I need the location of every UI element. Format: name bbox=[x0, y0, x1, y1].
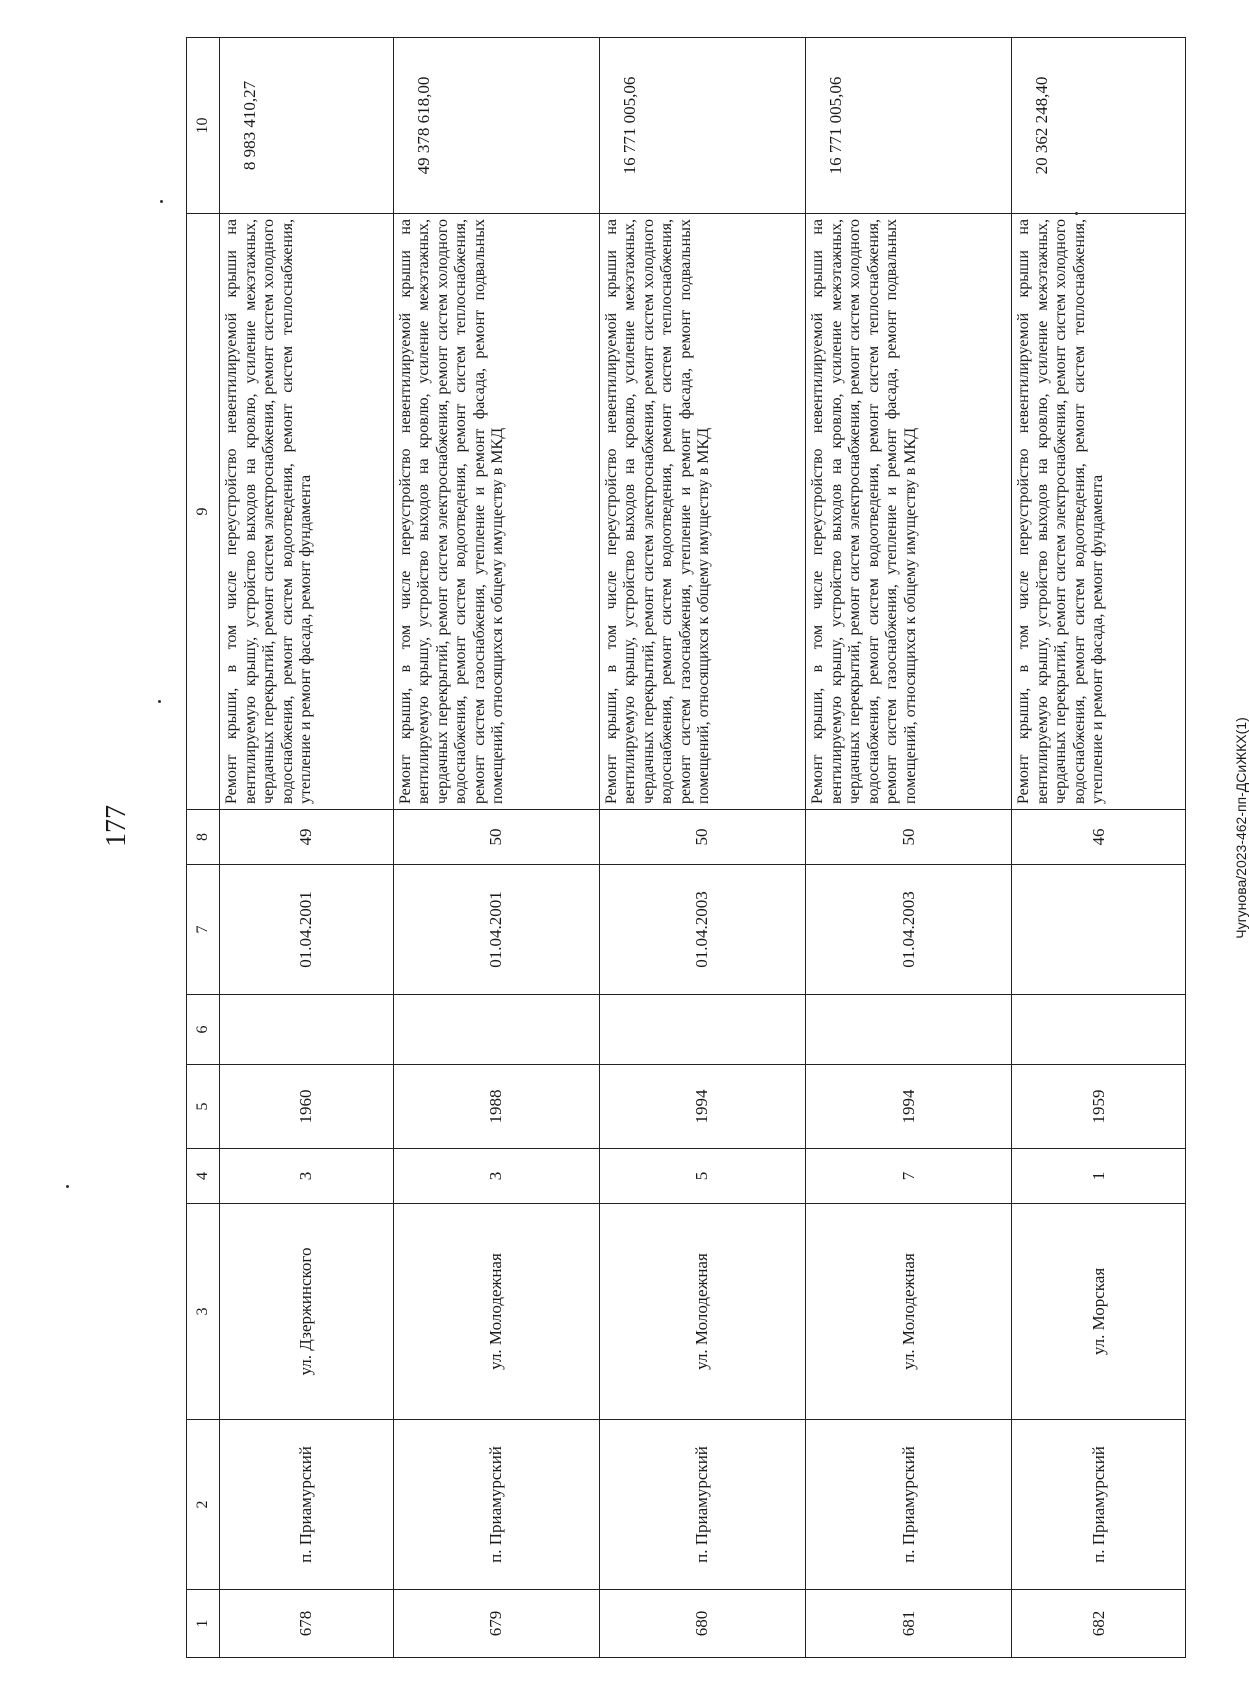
house-number-cell: 3 bbox=[220, 1149, 394, 1204]
build-year-cell: 1988 bbox=[393, 1065, 599, 1149]
street-cell: ул. Дзержинского bbox=[220, 1204, 394, 1420]
repair-program-table bbox=[186, 37, 1186, 1658]
amount-cell: 20 362 248,40 bbox=[1012, 38, 1186, 214]
wear-percent-cell: 50 bbox=[599, 810, 805, 865]
empty-cell bbox=[220, 995, 394, 1065]
document-footer-code: Чугунова/2023-462-пп-ДСиЖКХ(1) bbox=[1232, 717, 1249, 939]
street-cell: ул. Морская bbox=[1012, 1204, 1186, 1420]
col-header: 8 bbox=[187, 810, 220, 865]
wear-percent-cell: 46 bbox=[1012, 810, 1186, 865]
row-number: 678 bbox=[220, 1590, 394, 1658]
wear-percent-cell: 50 bbox=[806, 810, 1012, 865]
amount-cell: 8 983 410,27 bbox=[220, 38, 394, 214]
col-header: 1 bbox=[187, 1590, 220, 1658]
wear-percent-cell: 50 bbox=[393, 810, 599, 865]
settlement-cell: п. Приамурский bbox=[1012, 1420, 1186, 1590]
build-year-cell: 1994 bbox=[599, 1065, 805, 1149]
scan-speck bbox=[158, 700, 161, 703]
settlement-cell: п. Приамурский bbox=[393, 1420, 599, 1590]
table-row bbox=[393, 38, 599, 1658]
scan-speck bbox=[160, 200, 163, 203]
empty-cell bbox=[806, 995, 1012, 1065]
col-header: 9 bbox=[187, 214, 220, 810]
amount-cell: 49 378 618,00 bbox=[393, 38, 599, 214]
house-number-cell: 1 bbox=[1012, 1149, 1186, 1204]
house-number-cell: 5 bbox=[599, 1149, 805, 1204]
house-number-cell: 3 bbox=[393, 1149, 599, 1204]
wear-percent-cell: 49 bbox=[220, 810, 394, 865]
works-description-cell: Ремонт крыши, в том числе переустройство невентилируемой крыши на вентилируемую крышу, устройство выходов на кровлю, усиление межэтажных, чердачных перекрытий, ремонт систем электроснабжения, ремонт систем холодного водоснабжения, ремонт систем водоотведения, ремонт систем теплоснабжения, ремонт систем газоснабжения, утепление и ремонт фасада, ремонт подвальных помещений, относящихся к общему имуществу в МКД bbox=[599, 214, 805, 810]
street-cell: ул. Молодежная bbox=[393, 1204, 599, 1420]
works-description-cell: Ремонт крыши, в том числе переустройство невентилируемой крыши на вентилируемую крышу, устройство выходов на кровлю, усиление межэтажных, чердачных перекрытий, ремонт систем электроснабжения, ремонт систем холодного водоснабжения, ремонт систем водоотведения, ремонт систем теплоснабжения, ремонт систем газоснабжения, утепление и ремонт фасада, ремонт подвальных помещений, относящихся к общему имуществу в МКД bbox=[806, 214, 1012, 810]
works-description-cell: Ремонт крыши, в том числе переустройство невентилируемой крыши на вентилируемую крышу, устройство выходов на кровлю, усиление межэтажных, чердачных перекрытий, ремонт систем электроснабжения, ремонт систем холодного водоснабжения, ремонт систем водоотведения, ремонт систем теплоснабжения, утепление и ремонт фасада, ремонт фундамента bbox=[220, 214, 394, 810]
empty-cell bbox=[1012, 995, 1186, 1065]
table-row bbox=[1012, 38, 1186, 1658]
house-number-cell: 7 bbox=[806, 1149, 1012, 1204]
col-header: 5 bbox=[187, 1065, 220, 1149]
col-header: 4 bbox=[187, 1149, 220, 1204]
row-number: 681 bbox=[806, 1590, 1012, 1658]
amount-cell: 16 771 005,06 bbox=[806, 38, 1012, 214]
settlement-cell: п. Приамурский bbox=[599, 1420, 805, 1590]
scan-speck bbox=[1075, 212, 1078, 215]
col-header: 10 bbox=[187, 38, 220, 214]
settlement-cell: п. Приамурский bbox=[220, 1420, 394, 1590]
row-number: 679 bbox=[393, 1590, 599, 1658]
date-cell: 01.04.2003 bbox=[599, 865, 805, 995]
col-header: 6 bbox=[187, 995, 220, 1065]
row-number: 680 bbox=[599, 1590, 805, 1658]
build-year-cell: 1960 bbox=[220, 1065, 394, 1149]
col-header: 3 bbox=[187, 1204, 220, 1420]
scan-speck bbox=[66, 1185, 69, 1188]
works-description-cell: Ремонт крыши, в том числе переустройство невентилируемой крыши на вентилируемую крышу, устройство выходов на кровлю, усиление межэтажных, чердачных перекрытий, ремонт систем электроснабжения, ремонт систем холодного водоснабжения, ремонт систем водоотведения, ремонт систем теплоснабжения, утепление и ремонт фасада, ремонт фундамента bbox=[1012, 214, 1186, 810]
empty-cell bbox=[393, 995, 599, 1065]
table-row bbox=[599, 38, 805, 1658]
row-number: 682 bbox=[1012, 1590, 1186, 1658]
street-cell: ул. Молодежная bbox=[806, 1204, 1012, 1420]
empty-cell bbox=[599, 995, 805, 1065]
table-row bbox=[220, 38, 394, 1658]
street-cell: ул. Молодежная bbox=[599, 1204, 805, 1420]
build-year-cell: 1959 bbox=[1012, 1065, 1186, 1149]
works-description-cell: Ремонт крыши, в том числе переустройство невентилируемой крыши на вентилируемую крышу, устройство выходов на кровлю, усиление межэтажных, чердачных перекрытий, ремонт систем электроснабжения, ремонт систем холодного водоснабжения, ремонт систем водоотведения, ремонт систем теплоснабжения, ремонт систем газоснабжения, утепление и ремонт фасада, ремонт подвальных помещений, относящихся к общему имуществу в МКД bbox=[393, 214, 599, 810]
col-header: 2 bbox=[187, 1420, 220, 1590]
date-cell: 01.04.2001 bbox=[220, 865, 394, 995]
date-cell bbox=[1012, 865, 1186, 995]
rotated-table-container bbox=[186, 38, 1186, 1658]
page-number: 177 bbox=[101, 805, 132, 847]
date-cell: 01.04.2001 bbox=[393, 865, 599, 995]
date-cell: 01.04.2003 bbox=[806, 865, 1012, 995]
amount-cell: 16 771 005,06 bbox=[599, 38, 805, 214]
build-year-cell: 1994 bbox=[806, 1065, 1012, 1149]
settlement-cell: п. Приамурский bbox=[806, 1420, 1012, 1590]
header-row bbox=[187, 38, 220, 1658]
col-header: 7 bbox=[187, 865, 220, 995]
table-row bbox=[806, 38, 1012, 1658]
